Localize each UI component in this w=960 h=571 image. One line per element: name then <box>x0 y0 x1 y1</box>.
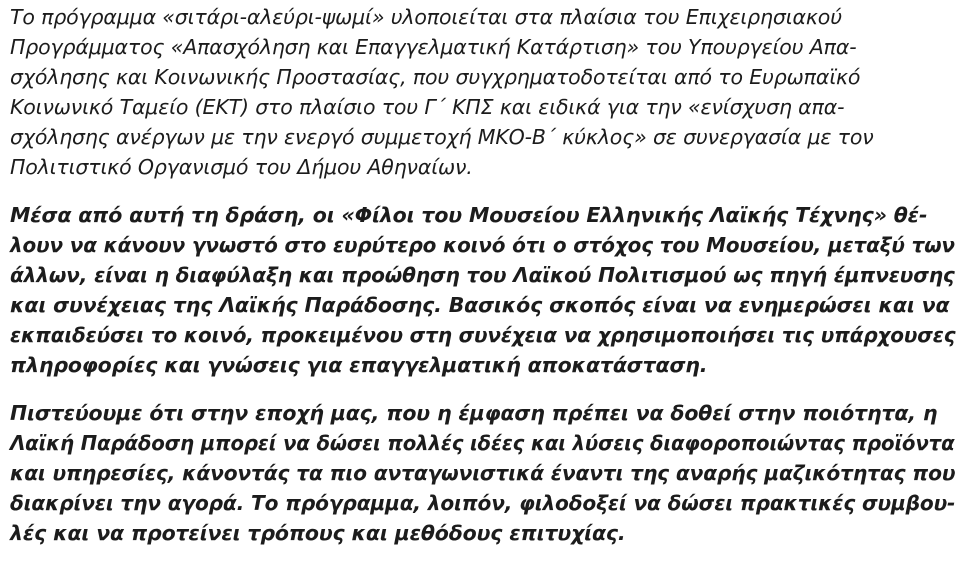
closing-paragraph <box>10 398 955 548</box>
text-line: άλλων, είναι η διαφύλαξη και προώθηση του Λαϊκού Πολιτισμού ως πηγή έμπνευσης <box>10 263 955 287</box>
document-page <box>10 0 956 545</box>
text-line: Πιστεύουμε ότι στην εποχή μας, που η έμφαση πρέπει να δοθεί στην ποιότητα, η <box>10 401 938 425</box>
text-line: Πολιτιστικό Οργανισμό του Δήμου Αθηναίων. <box>10 155 473 179</box>
text-line: λές και να προτείνει τρόπους και μεθόδους επιτυχίας. <box>10 521 626 545</box>
intro-paragraph <box>10 2 955 182</box>
text-line: λουν να κάνουν γνωστό στο ευρύτερο κοινό ότι ο στόχος του Μουσείου, μεταξύ των <box>10 233 955 257</box>
text-line: σχόλησης ανέργων με την ενεργό συμμετοχή ΜΚΟ-Β΄ κύκλος» σε συνεργασία με τον <box>10 125 874 149</box>
text-line: πληροφορίες και γνώσεις για επαγγελματική αποκατάσταση. <box>10 353 708 377</box>
text-line: Προγράμματος «Απασχόληση και Επαγγελματική Κατάρτιση» του Υπουργείου Απα- <box>10 35 857 59</box>
text-line: Το πρόγραμμα «σιτάρι-αλεύρι-ψωμί» υλοποιείται στα πλαίσια του Επιχειρησιακού <box>10 5 842 29</box>
text-line: και συνέχειας της Λαϊκής Παράδοσης. Βασικός σκοπός είναι να ενημερώσει και να <box>10 293 950 317</box>
text-line: σχόλησης και Κοινωνικής Προστασίας, που συγχρηματοδοτείται από το Ευρωπαϊκό <box>10 65 861 89</box>
text-line: εκπαιδεύσει το κοινό, προκειμένου στη συνέχεια να χρησιμοποιήσει τις υπάρχουσες <box>10 323 956 347</box>
text-line: Μέσα από αυτή τη δράση, οι «Φίλοι του Μουσείου Ελληνικής Λαϊκής Τέχνης» θέ- <box>10 203 928 227</box>
goals-paragraph <box>10 200 955 380</box>
text-line: και υπηρεσίες, κάνοντάς τα πιο ανταγωνιστικά έναντι της αναρής μαζικότητας που <box>10 461 956 485</box>
text-line: Λαϊκή Παράδοση μπορεί να δώσει πολλές ιδέες και λύσεις διαφοροποιώντας προϊόντα <box>10 431 955 455</box>
text-line: διακρίνει την αγορά. Το πρόγραμμα, λοιπόν, φιλοδοξεί να δώσει πρακτικές συμβου- <box>10 491 956 515</box>
text-line: Κοινωνικό Ταμείο (ΕΚΤ) στο πλαίσιο του Γ΄ ΚΠΣ και ειδικά για την «ενίσχυση απα- <box>10 95 845 119</box>
